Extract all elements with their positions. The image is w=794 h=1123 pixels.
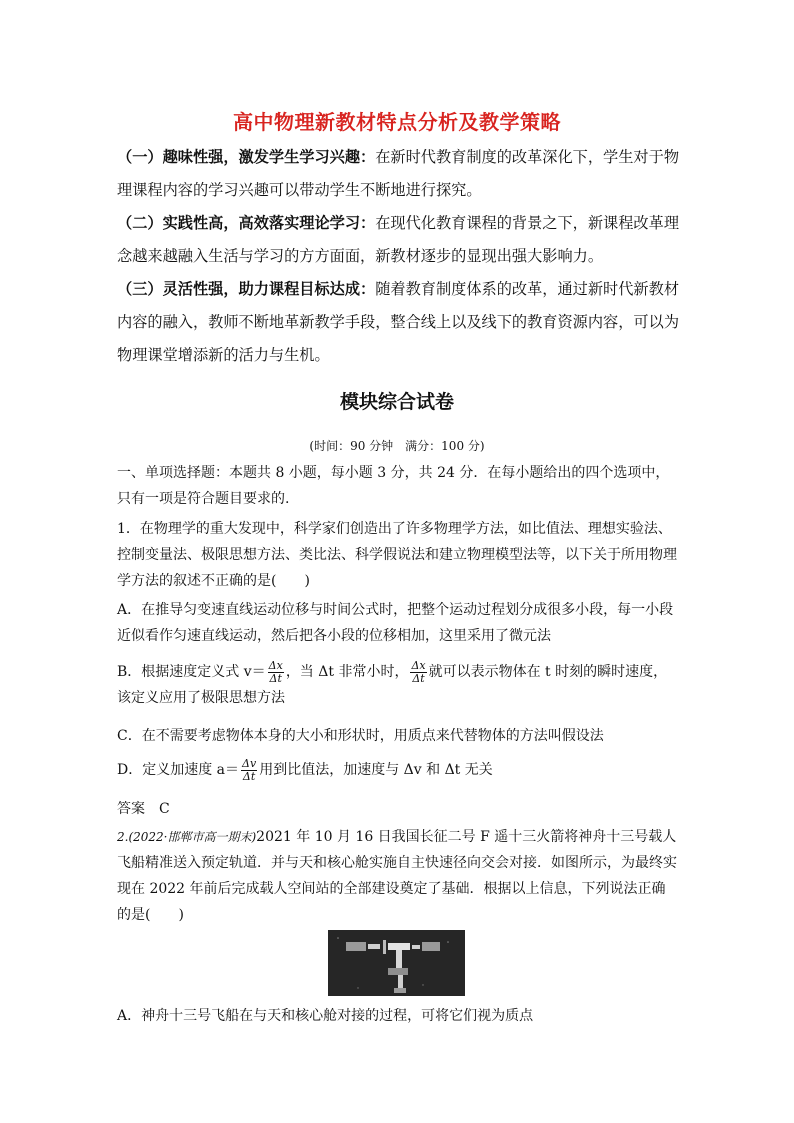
fraction-numerator: Δv: [242, 756, 257, 770]
question-1-option-a: A．在推导匀变速直线运动位移与时间公式时，把整个运动过程划分成很多小段，每一小段近似看作匀速直线运动，然后把各小段的位移相加，这里采用了微元法: [117, 602, 674, 644]
intro-paragraph-3: [117, 273, 679, 372]
question-1-option-c: C．在不需要考虑物体本身的大小和形状时，用质点来代替物体的方法叫假设法: [117, 728, 604, 744]
question-1-option-b: [117, 659, 679, 711]
space-station-photo: [328, 930, 465, 996]
exam-title: 模块综合试卷: [339, 391, 454, 413]
intro-label-1: （一）趣味性强，激发学生学习兴趣：: [117, 148, 376, 166]
intro-text-2: 在现代化教育课程的背景之下，新课程改革理念越来越融入生活与学习的方方面面，新教材逐步的显现出强大影响力。: [117, 214, 680, 265]
question-2-text: 2021 年 10 月 16 日我国长征二号 F 遥十三火箭将神舟十三号载人飞船精准送入预定轨道．并与天和核心舱实施自主快速径向交会对接．如图所示，为最终实现在 2022 年前后完成载人空间站的全部建设奠定了基础．根据以上信息，下列说法正确的是( ): [117, 829, 677, 923]
fraction-dx-dt-2: [410, 660, 426, 685]
space-station-illustration: [328, 930, 465, 996]
fraction-denominator: Δt: [269, 671, 282, 685]
question-2-stem: [117, 824, 679, 928]
question-2-option-a: A．神舟十三号飞船在与天和核心舱对接的过程，可将它们视为质点: [117, 1008, 534, 1024]
intro-paragraph-2: [117, 207, 679, 273]
question-2-source: 2.(2022·邯郸市高一期末): [117, 830, 257, 844]
fraction-denominator: Δt: [242, 769, 256, 783]
option-b-part-2: ，当 Δt 非常小时，: [285, 664, 409, 680]
section-heading: 一、单项选择题：本题共 8 小题，每小题 3 分，共 24 分．在每小题给出的四个选项中，只有一项是符合题目要求的.: [117, 465, 670, 507]
answer-line: 答案 C: [117, 801, 170, 817]
fraction-numerator: Δx: [268, 658, 283, 672]
option-d-part-1: D．定义加速度 a＝: [117, 762, 240, 778]
intro-paragraph-1: [117, 141, 679, 207]
fraction-dv-dt: [241, 758, 257, 783]
intro-text-3: 随着教育制度体系的改革，通过新时代新教材内容的融入，教师不断地革新教学手段，整合线上以及线下的教育资源内容，可以为物理课堂增添新的活力与生机。: [117, 280, 680, 364]
question-1-option-d: [117, 757, 679, 783]
fraction-numerator: Δx: [411, 658, 426, 672]
exam-meta: (时间：90 分钟 满分：100 分): [309, 439, 485, 453]
fraction-denominator: Δt: [412, 671, 425, 685]
document-title: 高中物理新教材特点分析及教学策略: [233, 110, 561, 134]
option-d-part-2: 用到比值法，加速度与 Δv 和 Δt 无关: [259, 762, 493, 778]
option-b-part-1: B．根据速度定义式 v＝: [117, 664, 266, 680]
option-b-part-3: 就可以表示物体在 t 时刻的瞬时速度，该定义应用了极限思想方法: [117, 664, 668, 706]
intro-label-3: （三）灵活性强，助力课程目标达成：: [117, 280, 376, 298]
question-1-stem: 1．在物理学的重大发现中，科学家们创造出了许多物理学方法，如比值法、理想实验法、控制变量法、极限思想方法、类比法、科学假说法和建立物理模型法等，以下关于所用物理学方法的叙述不正确的是( ): [117, 521, 677, 589]
intro-text-1: 在新时代教育制度的改革深化下，学生对于物理课程内容的学习兴趣可以带动学生不断地进行探究。: [117, 148, 680, 199]
fraction-dx-dt: [268, 660, 284, 685]
intro-label-2: （二）实践性高，高效落实理论学习：: [117, 214, 376, 232]
